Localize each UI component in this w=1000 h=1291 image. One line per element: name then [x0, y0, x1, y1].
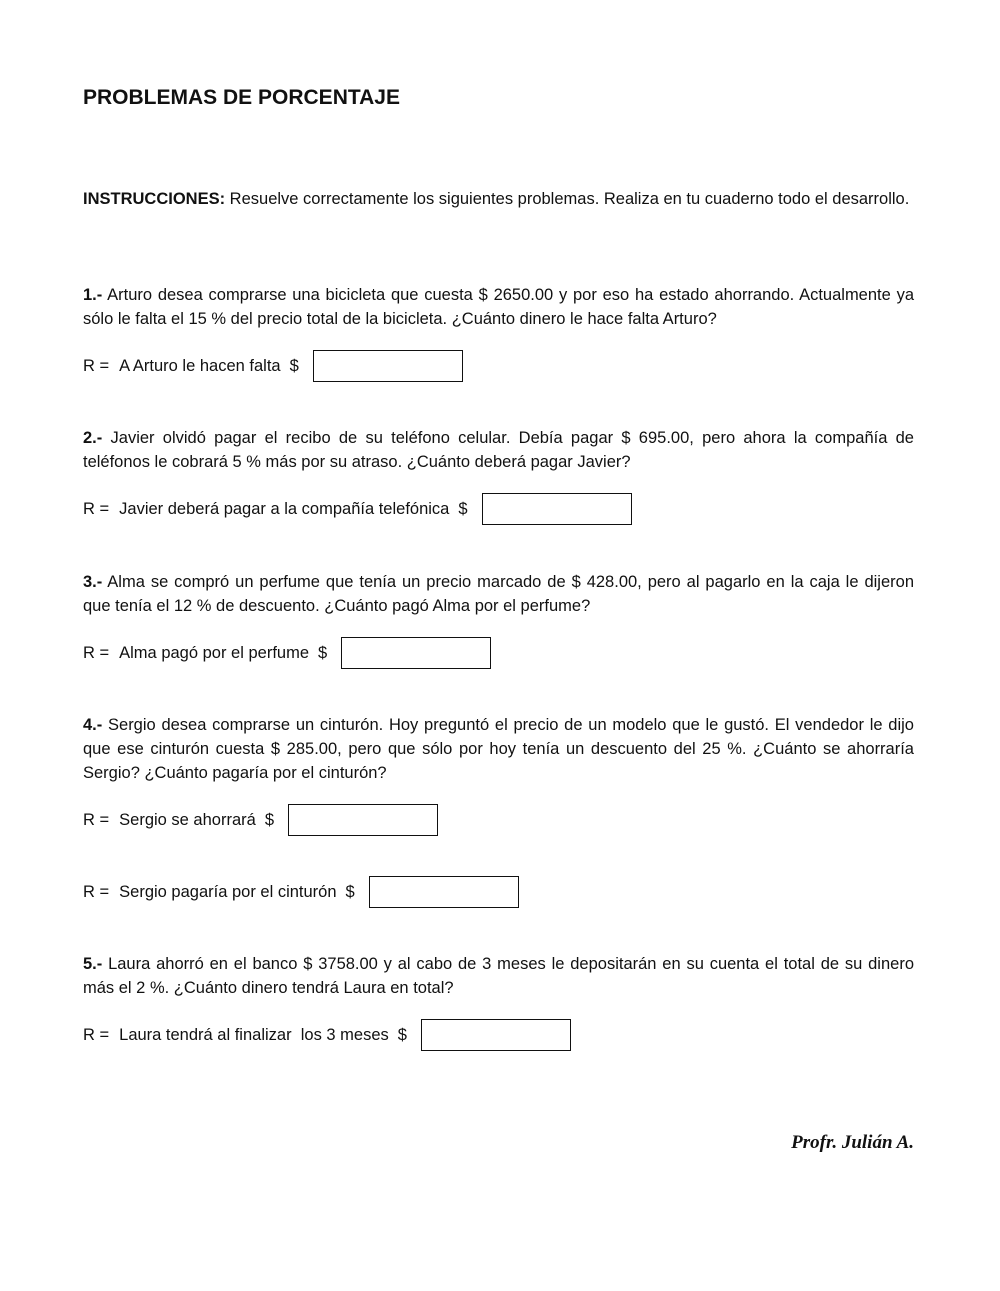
answer-prefix: R =: [83, 810, 110, 829]
currency-symbol: $: [345, 882, 355, 901]
answer-prefix: R =: [83, 1025, 110, 1044]
answer-label: Javier deberá pagar a la compañía telefónica: [119, 499, 450, 518]
currency-symbol: $: [397, 1025, 407, 1044]
answer-label: Laura tendrá al finalizar los 3 meses: [119, 1025, 389, 1044]
answer-prefix: R =: [83, 882, 110, 901]
teacher-signature: Profr. Julián A.: [791, 1132, 914, 1153]
currency-symbol: $: [264, 810, 274, 829]
problem-3-text: [83, 570, 914, 618]
page-title: PROBLEMAS DE PORCENTAJE: [83, 86, 400, 109]
answer-prefix: R =: [83, 356, 110, 375]
answer-row-4b: [83, 875, 519, 909]
answer-label: Alma pagó por el perfume: [119, 643, 309, 662]
answer-input-4a[interactable]: [288, 804, 438, 836]
problem-statement: Laura ahorró en el banco $ 3758.00 y al cabo de 3 meses le depositarán en su cuenta el total de su dinero más el 2 %. ¿Cuánto dinero tendrá Laura en total?: [83, 955, 914, 997]
problem-1-text: [83, 283, 914, 331]
answer-row-4a: [83, 803, 438, 837]
answer-label: A Arturo le hacen falta: [119, 356, 281, 375]
answer-input-5[interactable]: [421, 1019, 571, 1051]
answer-label: Sergio se ahorrará: [119, 810, 256, 829]
answer-row-2: [83, 492, 632, 526]
answer-input-3[interactable]: [341, 637, 491, 669]
instructions-paragraph: [83, 187, 914, 211]
problem-statement: Arturo desea comprarse una bicicleta que cuesta $ 2650.00 y por eso ha estado ahorrando. Actualmente ya sólo le falta el 15 % del precio total de la bicicleta. ¿Cuánto dinero le hace falta Arturo?: [83, 286, 914, 328]
problem-number: 3.-: [83, 573, 103, 591]
problem-number: 1.-: [83, 286, 103, 304]
problem-number: 2.-: [83, 429, 103, 447]
problem-2-text: [83, 426, 914, 474]
answer-input-2[interactable]: [482, 493, 632, 525]
currency-symbol: $: [458, 499, 468, 518]
problem-statement: Alma se compró un perfume que tenía un precio marcado de $ 428.00, pero al pagarlo en la caja le dijeron que tenía el 12 % de descuento. ¿Cuánto pagó Alma por el perfume?: [83, 573, 914, 615]
answer-row-1: [83, 349, 463, 383]
problem-statement: Javier olvidó pagar el recibo de su teléfono celular. Debía pagar $ 695.00, pero ahora la compañía de teléfonos le cobrará 5 % más por su atraso. ¿Cuánto deberá pagar Javier?: [83, 429, 914, 471]
answer-input-1[interactable]: [313, 350, 463, 382]
answer-prefix: R =: [83, 499, 110, 518]
problem-number: 4.-: [83, 716, 103, 734]
answer-row-5: [83, 1018, 571, 1052]
currency-symbol: $: [289, 356, 299, 375]
currency-symbol: $: [318, 643, 328, 662]
problem-number: 5.-: [83, 955, 103, 973]
problem-5-text: [83, 952, 914, 1000]
problem-statement: Sergio desea comprarse un cinturón. Hoy preguntó el precio de un modelo que le gustó. El vendedor le dijo que ese cinturón cuesta $ 285.00, pero que sólo por hoy tenía un descuento del 25 %. ¿Cuánto se ahorraría Sergio? ¿Cuánto pagaría por el cinturón?: [83, 716, 914, 782]
answer-label: Sergio pagaría por el cinturón: [119, 882, 337, 901]
problem-4-text: [83, 713, 914, 785]
answer-prefix: R =: [83, 643, 110, 662]
answer-row-3: [83, 636, 491, 670]
instructions-text: Resuelve correctamente los siguientes problemas. Realiza en tu cuaderno todo el desarrollo.: [225, 190, 910, 208]
answer-input-4b[interactable]: [369, 876, 519, 908]
instructions-label: INSTRUCCIONES:: [83, 190, 226, 208]
